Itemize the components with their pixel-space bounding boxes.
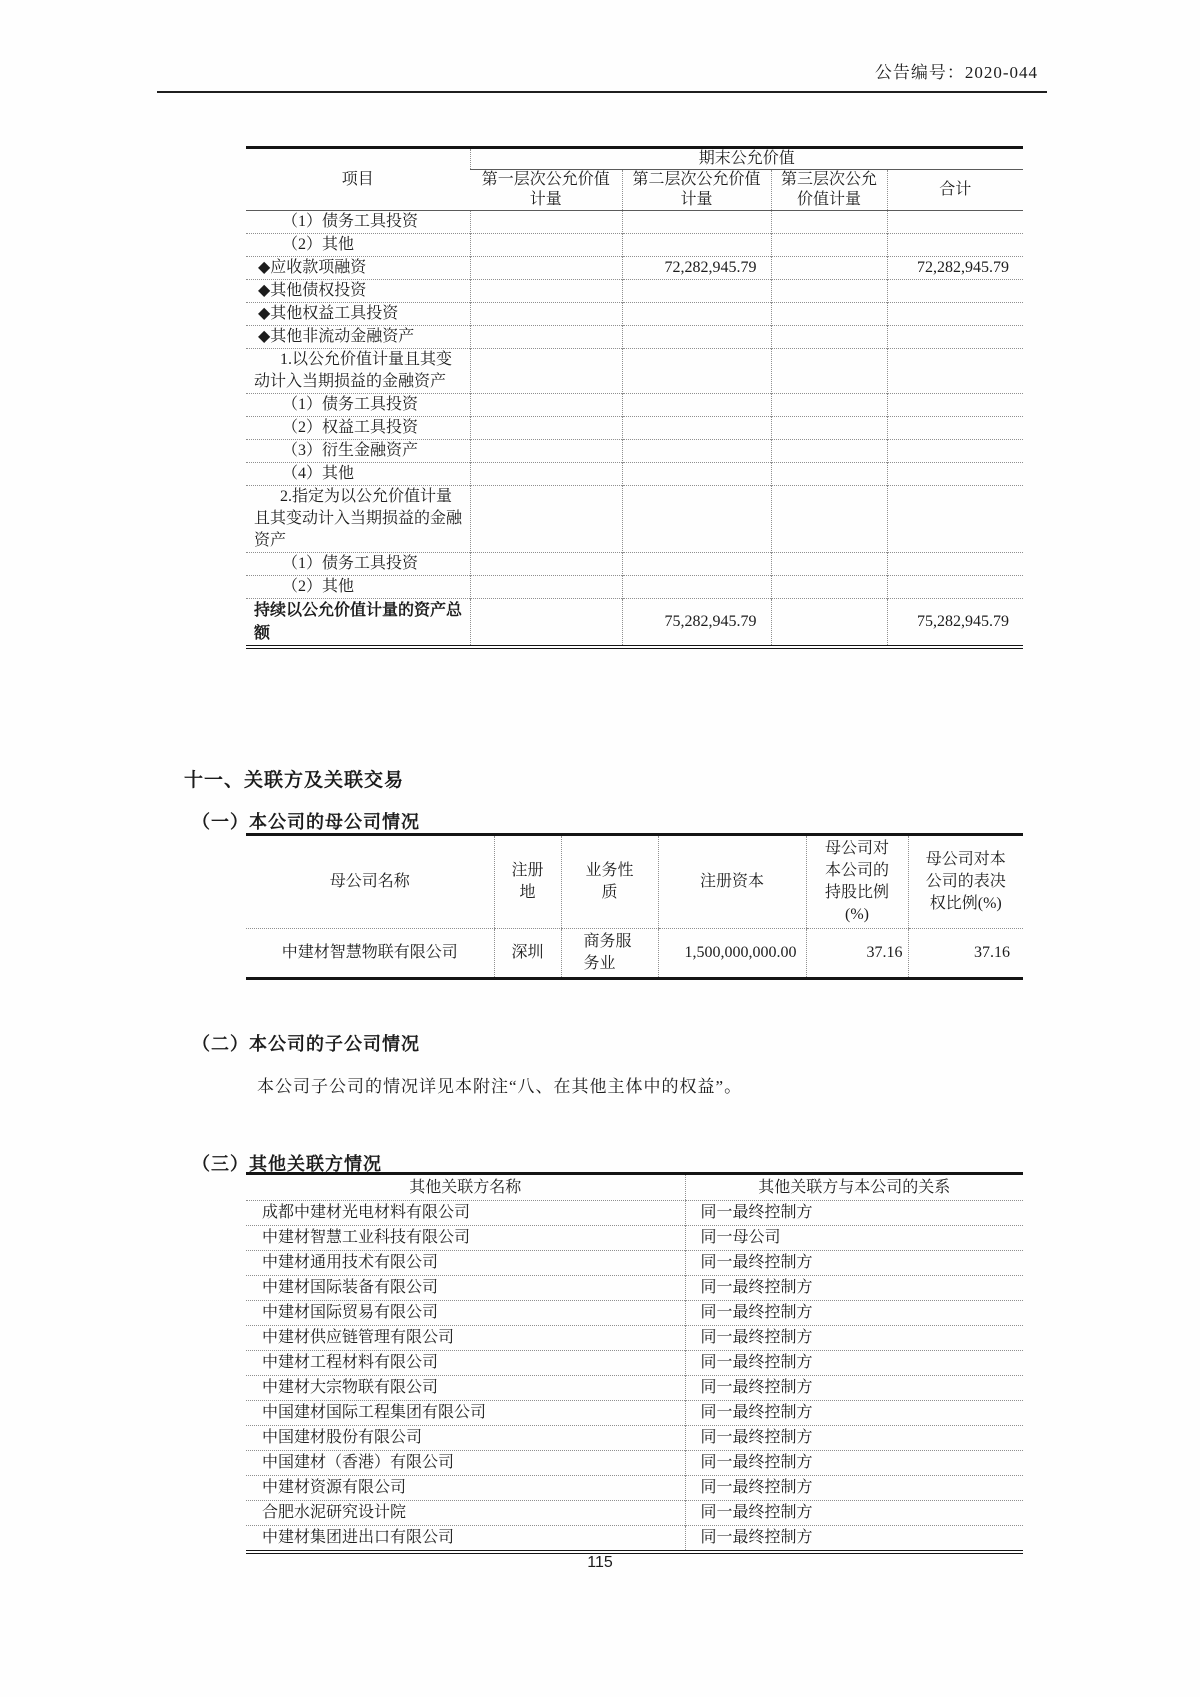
cell-level1 xyxy=(470,440,622,463)
cell-level2 xyxy=(622,463,771,486)
cell-level2 xyxy=(622,440,771,463)
table-row xyxy=(246,1276,1023,1301)
cell-level3 xyxy=(771,349,887,394)
subsection-title-parent-company: （一）本公司的母公司情况 xyxy=(192,812,420,832)
col-header-voting-ratio xyxy=(908,835,1023,929)
row-label: （2）其他 xyxy=(246,234,470,257)
table-row xyxy=(246,326,1023,349)
cell-related-party-name: 中建材供应链管理有限公司 xyxy=(246,1326,685,1351)
cell-relationship: 同一最终控制方 xyxy=(685,1401,1023,1426)
cell-level1 xyxy=(470,280,622,303)
cell-level1 xyxy=(470,599,622,648)
cell-level2 xyxy=(622,303,771,326)
cell-level3 xyxy=(771,303,887,326)
subsection-title-subsidiaries: （二）本公司的子公司情况 xyxy=(192,1034,420,1054)
row-label: ◆其他非流动金融资产 xyxy=(246,326,470,349)
cell-total xyxy=(887,326,1023,349)
cell-related-party-name: 中建材工程材料有限公司 xyxy=(246,1351,685,1376)
col-header-business-nature xyxy=(561,835,658,929)
cell-level1 xyxy=(470,463,622,486)
cell-total xyxy=(887,553,1023,576)
table-row xyxy=(246,1476,1023,1501)
cell-relationship: 同一最终控制方 xyxy=(685,1501,1023,1526)
cell-level2: 72,282,945.79 xyxy=(622,257,771,280)
table-row xyxy=(246,211,1023,234)
table-row xyxy=(246,463,1023,486)
cell-level3 xyxy=(771,326,887,349)
cell-total xyxy=(887,417,1023,440)
cell-parent-name: 中建材智慧物联有限公司 xyxy=(281,944,458,961)
cell-total xyxy=(887,211,1023,234)
page-number: 115 xyxy=(587,1554,613,1571)
cell-level2 xyxy=(622,211,771,234)
cell-level1 xyxy=(470,417,622,440)
cell-relationship: 同一最终控制方 xyxy=(685,1326,1023,1351)
row-label: （1）债务工具投资 xyxy=(246,394,470,417)
row-label: 1.以公允价值计量且其变动计入当期损益的金融资产 xyxy=(246,349,470,394)
table-row xyxy=(246,1376,1023,1401)
cell-level2 xyxy=(622,576,771,599)
cell-relationship: 同一最终控制方 xyxy=(685,1276,1023,1301)
cell-total: 75,282,945.79 xyxy=(887,599,1023,648)
table-row-total xyxy=(246,599,1023,648)
cell-level2 xyxy=(622,486,771,553)
cell-level1 xyxy=(470,303,622,326)
cell-total: 72,282,945.79 xyxy=(887,257,1023,280)
cell-level2 xyxy=(622,234,771,257)
cell-level2 xyxy=(622,553,771,576)
table-row xyxy=(246,394,1023,417)
subsidiaries-note-paragraph: 本公司子公司的情况详见本附注“八、在其他主体中的权益”。 xyxy=(257,1077,743,1096)
col-header-level3: 第三层次公允价值计量 xyxy=(771,170,887,211)
cell-related-party-name: 中建材通用技术有限公司 xyxy=(246,1251,685,1276)
row-label: 持续以公允价值计量的资产总额 xyxy=(246,599,470,648)
table-row xyxy=(246,1351,1023,1376)
header-text: 母公司对本公司的表决权比例(%) xyxy=(925,851,1006,912)
cell-level1 xyxy=(470,349,622,394)
cell-related-party-name: 合肥水泥研究设计院 xyxy=(246,1501,685,1526)
cell-relationship: 同一最终控制方 xyxy=(685,1451,1023,1476)
cell-relationship: 同一母公司 xyxy=(685,1226,1023,1251)
cell-shareholding-ratio: 37.16 xyxy=(806,929,908,979)
cell-related-party-name: 中建材国际装备有限公司 xyxy=(246,1276,685,1301)
table-row xyxy=(246,440,1023,463)
header-text: 业务性质 xyxy=(585,862,634,901)
header-rule xyxy=(157,91,1047,93)
cell-level2 xyxy=(622,417,771,440)
cell-level3 xyxy=(771,576,887,599)
table-row xyxy=(246,553,1023,576)
row-label: （2）权益工具投资 xyxy=(246,417,470,440)
table-row xyxy=(246,1526,1023,1553)
cell-related-party-name: 中国建材国际工程集团有限公司 xyxy=(246,1401,685,1426)
cell-level1 xyxy=(470,394,622,417)
header-text: 母公司对本公司的持股比例(%) xyxy=(824,840,889,923)
cell-related-party-name: 中国建材（香港）有限公司 xyxy=(246,1451,685,1476)
cell-related-party-name: 中建材资源有限公司 xyxy=(246,1476,685,1501)
row-label: （2）其他 xyxy=(246,576,470,599)
cell-registered-place: 深圳 xyxy=(494,929,561,979)
table-row xyxy=(246,1451,1023,1476)
row-label: ◆其他债权投资 xyxy=(246,280,470,303)
cell-level2 xyxy=(622,349,771,394)
table-row xyxy=(246,1426,1023,1451)
cell-level1 xyxy=(470,234,622,257)
table-row xyxy=(246,280,1023,303)
cell-level3 xyxy=(771,599,887,648)
parent-company-table xyxy=(246,833,1023,980)
fair-value-table xyxy=(246,146,1023,649)
table-row xyxy=(246,303,1023,326)
cell-business-nature xyxy=(561,929,658,979)
cell-total xyxy=(887,349,1023,394)
cell-level3 xyxy=(771,417,887,440)
cell-level1 xyxy=(470,486,622,553)
cell-level1 xyxy=(470,211,622,234)
cell-related-party-name: 中建材集团进出口有限公司 xyxy=(246,1526,685,1553)
row-label: （1）债务工具投资 xyxy=(282,213,419,230)
col-header-total: 合计 xyxy=(887,170,1023,211)
row-label: （3）衍生金融资产 xyxy=(246,440,470,463)
col-header-shareholding-ratio xyxy=(806,835,908,929)
cell-related-party-name: 中建材智慧工业科技有限公司 xyxy=(246,1226,685,1251)
cell-text: 商务服务业 xyxy=(583,933,632,972)
row-label: ◆其他权益工具投资 xyxy=(246,303,470,326)
row-label: 2.指定为以公允价值计量且其变动计入当期损益的金融资产 xyxy=(246,486,470,553)
col-header-relationship: 其他关联方与本公司的关系 xyxy=(685,1174,1023,1201)
cell-total xyxy=(887,394,1023,417)
cell-registered-capital: 1,500,000,000.00 xyxy=(658,929,806,979)
col-header-item: 项目 xyxy=(246,148,470,211)
cell-level3 xyxy=(771,463,887,486)
table-row xyxy=(246,1251,1023,1276)
table-row xyxy=(246,257,1023,280)
cell-total xyxy=(887,440,1023,463)
cell-relationship: 同一最终控制方 xyxy=(685,1476,1023,1501)
cell-total xyxy=(887,234,1023,257)
table-row xyxy=(246,1226,1023,1251)
cell-level2 xyxy=(622,394,771,417)
col-header-registered-place xyxy=(494,835,561,929)
cell-level3 xyxy=(771,440,887,463)
cell-level2 xyxy=(622,326,771,349)
table-row xyxy=(246,417,1023,440)
table-row xyxy=(246,929,1023,979)
cell-related-party-name: 成都中建材光电材料有限公司 xyxy=(262,1204,471,1221)
row-label: （1）债务工具投资 xyxy=(246,553,470,576)
doc-number: 公告编号：2020-044 xyxy=(874,63,1038,82)
cell-total xyxy=(887,576,1023,599)
table-row xyxy=(246,576,1023,599)
cell-relationship: 同一最终控制方 xyxy=(685,1201,1023,1226)
cell-related-party-name: 中建材国际贸易有限公司 xyxy=(246,1301,685,1326)
table-row xyxy=(246,349,1023,394)
cell-relationship: 同一最终控制方 xyxy=(685,1351,1023,1376)
cell-total xyxy=(887,486,1023,553)
table-row xyxy=(246,486,1023,553)
cell-level3 xyxy=(771,280,887,303)
cell-level3 xyxy=(771,211,887,234)
table-row xyxy=(246,1401,1023,1426)
cell-level3 xyxy=(771,234,887,257)
col-header-level1: 第一层次公允价值计量 xyxy=(470,170,622,211)
row-label: （4）其他 xyxy=(246,463,470,486)
cell-level2: 75,282,945.79 xyxy=(622,599,771,648)
col-header-registered-capital: 注册资本 xyxy=(658,835,806,929)
cell-voting-ratio: 37.16 xyxy=(908,929,1023,979)
table-row xyxy=(246,1326,1023,1351)
section-title-related-parties: 十一、关联方及关联交易 xyxy=(184,770,405,791)
cell-level3 xyxy=(771,486,887,553)
cell-relationship: 同一最终控制方 xyxy=(685,1376,1023,1401)
table-row xyxy=(246,1301,1023,1326)
table-row xyxy=(246,234,1023,257)
table-row xyxy=(246,1501,1023,1526)
col-header-related-party-name: 其他关联方名称 xyxy=(246,1174,685,1201)
other-related-parties-table xyxy=(246,1172,1023,1554)
row-label: ◆应收款项融资 xyxy=(246,257,470,280)
cell-level1 xyxy=(470,576,622,599)
cell-relationship: 同一最终控制方 xyxy=(685,1251,1023,1276)
cell-relationship: 同一最终控制方 xyxy=(685,1426,1023,1451)
cell-level1 xyxy=(470,326,622,349)
header-text: 注册地 xyxy=(511,862,544,901)
cell-relationship: 同一最终控制方 xyxy=(685,1301,1023,1326)
subsection-title-other-related-parties: （三）其他关联方情况 xyxy=(192,1154,382,1174)
table-row xyxy=(246,1201,1023,1226)
cell-total xyxy=(887,280,1023,303)
cell-total xyxy=(887,303,1023,326)
col-header-parent-name: 母公司名称 xyxy=(246,835,494,929)
cell-relationship: 同一最终控制方 xyxy=(685,1526,1023,1553)
cell-level3 xyxy=(771,553,887,576)
cell-related-party-name: 中国建材股份有限公司 xyxy=(246,1426,685,1451)
cell-total xyxy=(887,463,1023,486)
cell-level3 xyxy=(771,257,887,280)
cell-level1 xyxy=(470,553,622,576)
cell-level3 xyxy=(771,394,887,417)
cell-related-party-name: 中建材大宗物联有限公司 xyxy=(246,1376,685,1401)
col-header-group: 期末公允价值 xyxy=(470,148,1023,170)
col-header-level2: 第二层次公允价值计量 xyxy=(622,170,771,211)
cell-level2 xyxy=(622,280,771,303)
cell-level1 xyxy=(470,257,622,280)
